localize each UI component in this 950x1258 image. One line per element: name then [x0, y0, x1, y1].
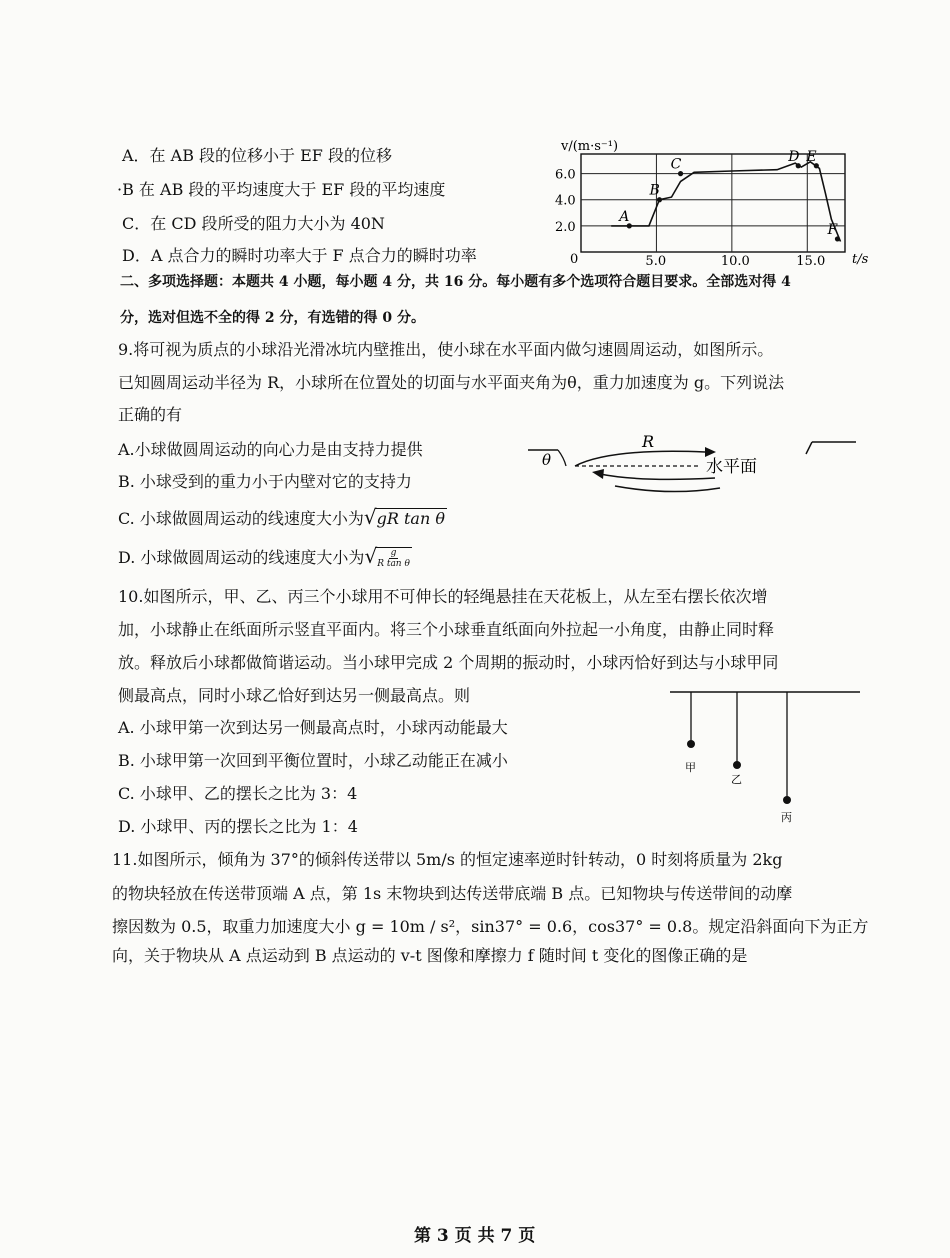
chart-y-tick-label: 2.0: [555, 219, 576, 235]
ice-pit-diagram: [520, 430, 865, 510]
q9-option-d-numerator: g: [390, 548, 397, 558]
chart-point-label-a: A: [619, 208, 630, 225]
page-number-footer: 第 3 页 共 7 页: [414, 1226, 536, 1246]
chart-point-label-b: B: [649, 182, 660, 199]
q9-option-c-formula: gR tan θ: [376, 509, 445, 528]
section2-heading-line2: 分，选对但选不全的得 2 分，有选错的得 0 分。: [120, 310, 425, 326]
q8-option-a: A．在 AB 段的位移小于 EF 段的位移: [122, 146, 392, 165]
chart-x-tick-label: 10.0: [720, 254, 750, 269]
chart-point-label-c: C: [670, 156, 682, 173]
q9-stem-line2: 已知圆周运动半径为 R，小球所在位置处的切面与水平面夹角为θ，重力加速度为 g。下列说法: [118, 373, 785, 392]
q11-line3: 擦因数为 0.5，取重力加速度大小 g = 10m / s²，sin37° = 0.6，cos37° = 0.8。规定沿斜面向下为正方: [112, 917, 869, 936]
q9-stem-line1: 9.将可视为质点的小球沿光滑冰坑内壁推出，使小球在水平面内做匀速圆周运动，如图所示。: [118, 340, 774, 359]
chart-x-axis-label: t/s: [852, 252, 869, 267]
radius-label: R: [642, 432, 655, 451]
chart-y-tick-label: 6.0: [555, 167, 576, 183]
chart-y-axis-label: v/(m·s⁻¹): [561, 139, 619, 154]
pendulum-jia-label: 甲: [685, 761, 696, 774]
q9-stem-line3: 正确的有: [118, 405, 183, 424]
q10-option-d: D. 小球甲、丙的摆长之比为 1：4: [118, 817, 358, 836]
vt-chart: [545, 134, 885, 274]
q10-option-c: C. 小球甲、乙的摆长之比为 3：4: [118, 784, 358, 803]
theta-label: θ: [542, 451, 552, 469]
q11-line1: 11.如图所示，倾角为 37°的倾斜传送带以 5m/s 的恒定速率逆时针转动，0 时刻将质量为 2kg: [112, 850, 783, 869]
q9-option-b: B. 小球受到的重力小于内壁对它的支持力: [118, 472, 412, 491]
q10-option-a: A. 小球甲第一次到达另一侧最高点时，小球丙动能最大: [118, 718, 508, 737]
pendulum-bing-label: 丙: [781, 811, 792, 824]
chart-point-label-e: E: [806, 148, 817, 165]
horizontal-plane-label: 水平面: [706, 457, 757, 477]
chart-x-tick-label: 5.0: [645, 254, 667, 269]
q11-line2: 的物块轻放在传送带顶端 A 点，第 1s 末物块到达传送带底端 B 点。已知物块与传送带间的动摩: [112, 884, 793, 903]
q8-option-d: D．A 点合力的瞬时功率大于 F 点合力的瞬时功率: [122, 246, 477, 265]
q8-option-c: C．在 CD 段所受的阻力大小为 40N: [122, 214, 385, 233]
chart-frame: [581, 154, 845, 252]
q9-option-d-denominator: R tan θ: [377, 559, 410, 569]
q10-stem-line4: 侧最高点，同时小球乙恰好到达另一侧最高点。则: [118, 686, 471, 705]
q10-stem-line2: 加，小球静止在纸面所示竖直平面内。将三个小球垂直纸面向外拉起一小角度，由静止同时释: [118, 620, 775, 639]
chart-point-label-f: F: [827, 221, 838, 238]
q9-option-c: C. 小球做圆周运动的线速度大小为√gR tan θ: [118, 505, 445, 529]
q10-stem-line3: 放。释放后小球都做简谐运动。当小球甲完成 2 个周期的振动时，小球丙恰好到达与小球甲同: [118, 653, 779, 672]
chart-point-label-d: D: [788, 148, 800, 165]
section2-heading-line1: 二、多项选择题：本题共 4 小题，每小题 4 分，共 16 分。每小题有多个选项符合题目要求。全部选对得 4: [120, 274, 791, 290]
pendulums-diagram: [660, 680, 870, 830]
chart-origin-label: 0: [570, 252, 579, 267]
q10-stem-line1: 10.如图所示，甲、乙、丙三个小球用不可伸长的轻绳悬挂在天花板上，从左至右摆长依次增: [118, 587, 768, 606]
chart-x-tick-label: 15.0: [796, 254, 826, 269]
q8-option-b: ·B 在 AB 段的平均速度大于 EF 段的平均速度: [117, 180, 446, 199]
chart-y-tick-label: 4.0: [555, 193, 576, 209]
q9-option-d: D. 小球做圆周运动的线速度大小为√ $\frac{g}{\text{R tan θ}}$: [118, 544, 410, 569]
q11-line4: 向，关于物块从 A 点运动到 B 点运动的 v-t 图像和摩擦力 f 随时间 t 变化的图像正确的是: [112, 946, 748, 965]
q9-option-a: A.小球做圆周运动的向心力是由支持力提供: [118, 440, 423, 459]
pendulum-yi-label: 乙: [731, 773, 742, 786]
q10-option-b: B. 小球甲第一次回到平衡位置时，小球乙动能正在减小: [118, 751, 508, 770]
